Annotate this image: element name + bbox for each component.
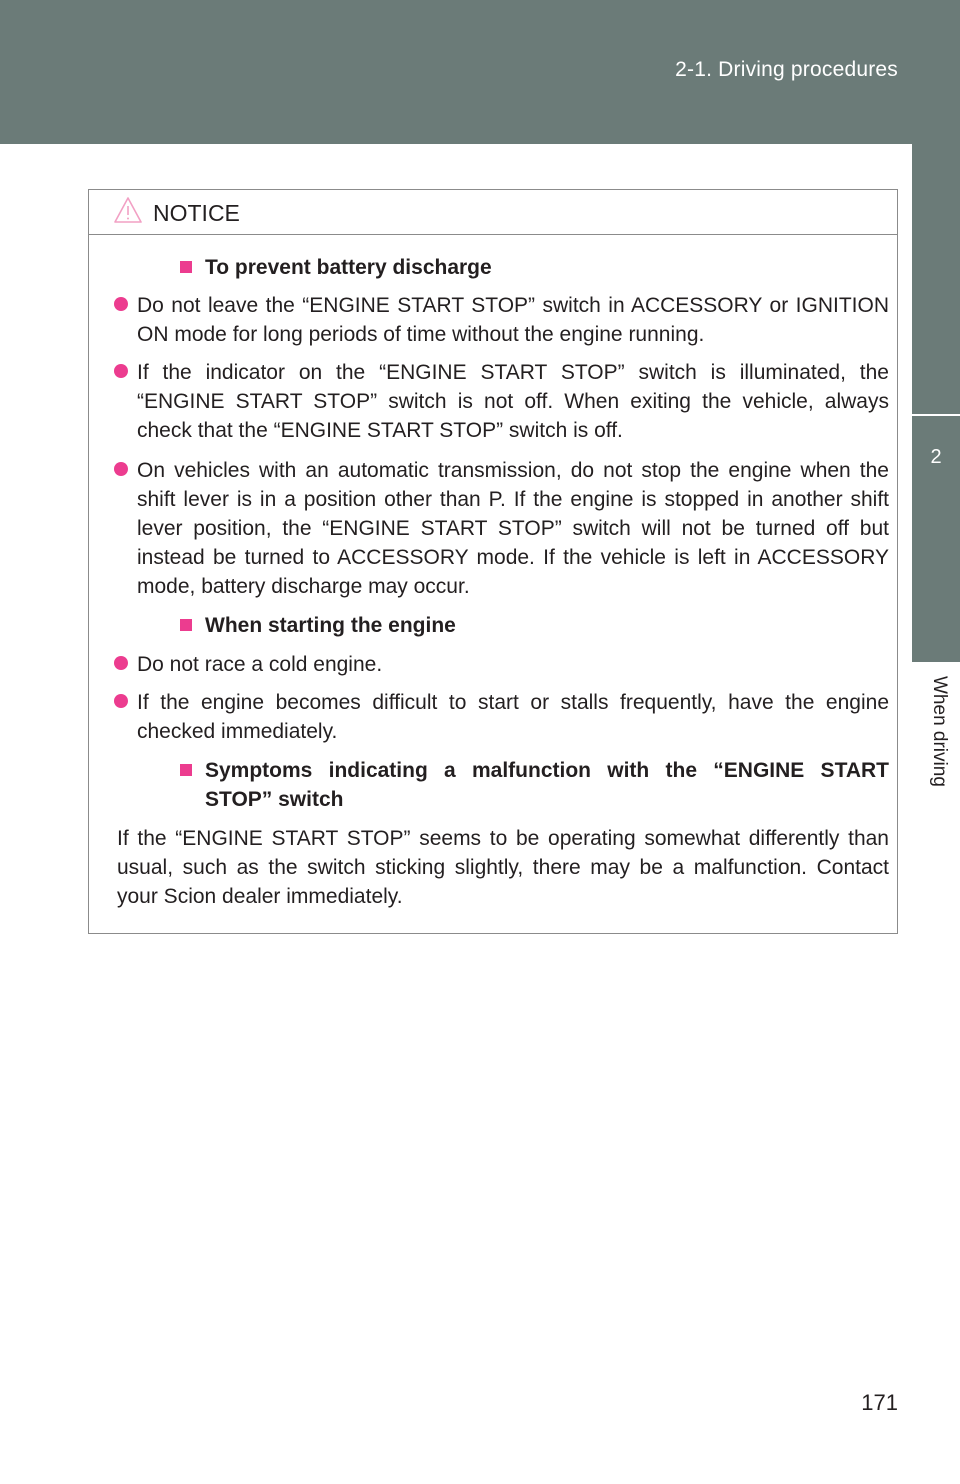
bullet-item xyxy=(137,650,889,679)
heading-square-icon xyxy=(180,261,192,273)
chapter-number: 2 xyxy=(930,446,942,468)
bullet-text: Do not race a cold engine. xyxy=(137,653,383,676)
heading-text: When starting the engine xyxy=(205,614,456,637)
bullet-dot-icon xyxy=(114,462,128,476)
bullet-item xyxy=(137,456,889,601)
bullet-dot-icon xyxy=(114,656,128,670)
section-title: 2-1. Driving procedures xyxy=(675,58,898,81)
chapter-side-tab xyxy=(912,144,960,1484)
section-paragraph: If the “ENGINE START STOP” seems to be operating somewhat differently than usual, such as the switch sticking slightly, there may be a malfunction. Contact your Scion dealer immediately. xyxy=(117,827,889,908)
section-heading xyxy=(205,756,889,814)
side-tab-upper xyxy=(912,144,960,414)
chapter-label: When driving xyxy=(929,676,950,787)
heading-text: To prevent battery discharge xyxy=(205,256,492,279)
notice-title: NOTICE xyxy=(153,200,240,226)
bullet-text: If the indicator on the “ENGINE START STOP” switch is illuminated, the “ENGINE START STOP” switch is not off. When exiting the vehicle, always check that the “ENGINE START STOP” switch is off. xyxy=(137,361,889,442)
section-heading xyxy=(205,611,889,640)
heading-text: Symptoms indicating a malfunction with the “ENGINE START STOP” switch xyxy=(205,759,889,811)
side-tab-divider xyxy=(912,414,960,416)
chapter-number-tab xyxy=(912,414,960,662)
heading-square-icon xyxy=(180,764,192,776)
bullet-dot-icon xyxy=(114,694,128,708)
bullet-text: On vehicles with an automatic transmission, do not stop the engine when the shift lever is in a position other than P. If the engine is stopped in another shift lever position, the “ENGINE START STOP” switch will not be turned off but instead be turned to ACCESSORY mode. If the vehicle is left in ACCESSORY mode, battery discharge may occur. xyxy=(137,459,889,598)
bullet-item xyxy=(137,688,889,746)
warning-triangle-icon xyxy=(113,196,143,224)
notice-box xyxy=(88,189,898,934)
page-number: 171 xyxy=(861,1390,898,1415)
bullet-item xyxy=(137,358,889,445)
bullet-text: If the engine becomes difficult to start or stalls frequently, have the engine checked immediately. xyxy=(137,691,889,743)
bullet-dot-icon xyxy=(114,364,128,378)
bullet-item xyxy=(137,291,889,349)
bullet-text: Do not leave the “ENGINE START STOP” switch in ACCESSORY or IGNITION ON mode for long periods of time without the engine running. xyxy=(137,294,889,346)
bullet-dot-icon xyxy=(114,297,128,311)
section-heading xyxy=(205,253,889,282)
heading-square-icon xyxy=(180,619,192,631)
notice-header xyxy=(89,190,897,235)
